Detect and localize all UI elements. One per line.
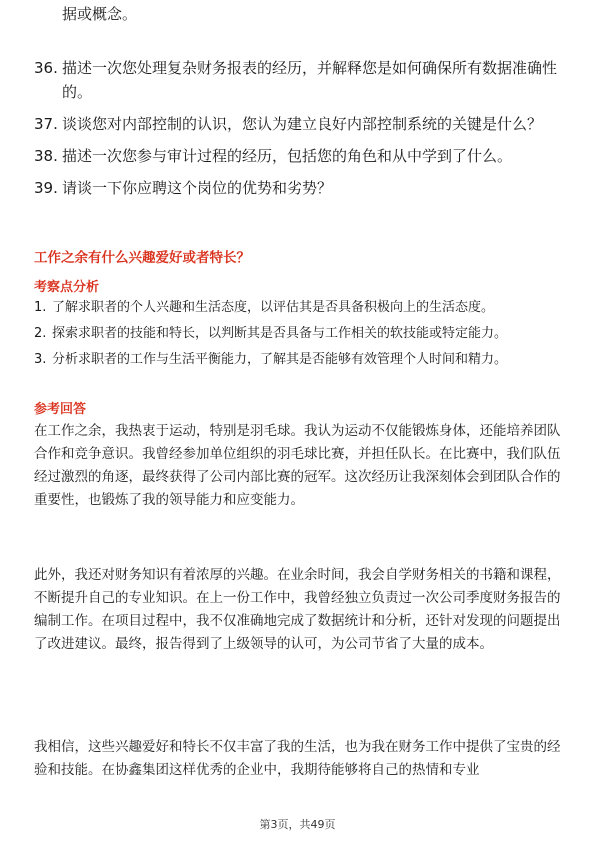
continuation-text: 据或概念。: [62, 5, 138, 23]
question-item: [34, 56, 564, 104]
question-text: 谈谈您对内部控制的认识，您认为建立良好内部控制系统的关键是什么？: [62, 115, 543, 133]
point-text: 分析求职者的工作与生活平衡能力，了解其是否能够有效管理个人时间和精力。: [52, 352, 508, 367]
question-list: [34, 56, 564, 208]
answer-title: 参考回答: [34, 402, 87, 417]
question-number: 38.: [34, 147, 58, 165]
point-number: 1.: [34, 300, 47, 315]
question-number: 36.: [34, 59, 58, 77]
point-number: 2.: [34, 326, 47, 341]
question-number: 37.: [34, 115, 58, 133]
answer-paragraph: 在工作之余，我热衷于运动，特别是羽毛球。我认为运动不仅能锻炼身体，还能培养团队合作和竞争意识。我曾经参加单位组织的羽毛球比赛，并担任队长。在比赛中，我们队伍经过激烈的角逐，最终获得了公司内部比赛的冠军。这次经历让我深刻体会到团队合作的重要性，也锻炼了我的领导能力和应变能力。: [34, 423, 561, 508]
answer-paragraph: 此外，我还对财务知识有着浓厚的兴趣。在业余时间，我会自学财务相关的书籍和课程，不断提升自己的专业知识。在上一份工作中，我曾经独立负责过一次公司季度财务报告的编制工作。在项目过程中，我不仅准确地完成了数据统计和分析，还针对发现的问题提出了改进建议。最终，报告得到了上级领导的认可，为公司节省了大量的成本。: [34, 567, 561, 652]
question-item: [34, 144, 564, 168]
analysis-point: [34, 299, 564, 317]
point-text: 了解求职者的个人兴趣和生活态度，以评估其是否具备积极向上的生活态度。: [52, 300, 495, 315]
question-text: 描述一次您处理复杂财务报表的经历，并解释您是如何确保所有数据准确性的。: [62, 59, 558, 101]
answer-paragraph: 我相信，这些兴趣爱好和特长不仅丰富了我的生活，也为我在财务工作中提供了宝贵的经验和技能。在协鑫集团这样优秀的企业中，我期待能够将自己的热情和专业: [34, 739, 561, 778]
analysis-point: [34, 325, 564, 343]
analysis-points: [34, 299, 564, 377]
question-item: [34, 176, 564, 200]
analysis-point: [34, 351, 564, 369]
question-number: 39.: [34, 179, 58, 197]
section-title: 工作之余有什么兴趣爱好或者特长？: [34, 250, 250, 266]
point-text: 探索求职者的技能和特长，以判断其是否具备与工作相关的软技能或特定能力。: [52, 326, 508, 341]
question-text: 请谈一下你应聘这个岗位的优势和劣势？: [62, 179, 333, 197]
question-text: 描述一次您参与审计过程的经历，包括您的角色和从中学到了什么。: [62, 147, 513, 165]
analysis-title: 考察点分析: [34, 280, 100, 295]
page-footer: 第3页，共49页: [259, 818, 336, 831]
point-number: 3.: [34, 352, 47, 367]
question-item: [34, 112, 564, 136]
